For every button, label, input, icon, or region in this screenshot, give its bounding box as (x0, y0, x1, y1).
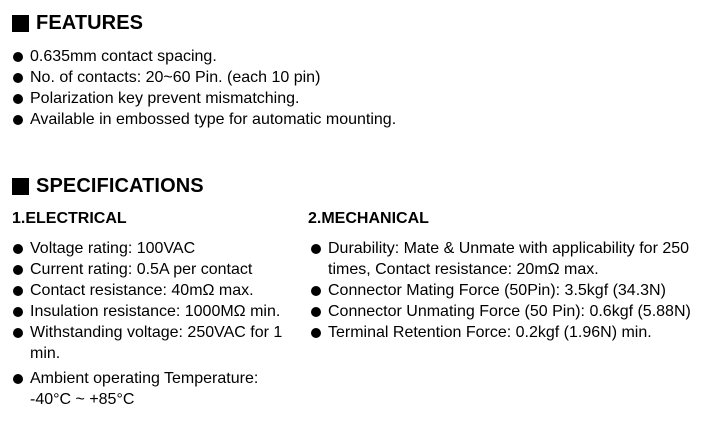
electrical-list-item: Insulation resistance: 1000MΩ min. (12, 301, 300, 322)
mechanical-list-item: Connector Unmating Force (50 Pin): 0.6kgf (5.88N) (310, 301, 695, 322)
mechanical-list (310, 238, 695, 343)
mechanical-list-item: Terminal Retention Force: 0.2kgf (1.96N) min. (310, 322, 695, 343)
bullet-icon (13, 307, 23, 317)
features-heading (12, 12, 143, 35)
bullet-icon (13, 52, 23, 62)
bullet-icon (13, 286, 23, 296)
features-list-item: Polarization key prevent mismatching. (12, 88, 672, 109)
square-bullet-icon (12, 15, 29, 32)
features-list-item: Available in embossed type for automatic mounting. (12, 109, 672, 130)
bullet-icon (311, 307, 321, 317)
features-title: FEATURES (36, 12, 144, 34)
mechanical-list-item: Connector Mating Force (50Pin): 3.5kgf (34.3N) (310, 280, 695, 301)
electrical-list-item: Voltage rating: 100VAC (12, 238, 300, 259)
bullet-icon (13, 374, 23, 384)
features-list-item: No. of contacts: 20~60 Pin. (each 10 pin) (12, 67, 672, 88)
electrical-list (12, 238, 300, 410)
mechanical-heading: 2.MECHANICAL (308, 210, 429, 227)
features-list-item: 0.635mm contact spacing. (12, 46, 672, 67)
features-list (12, 46, 672, 130)
bullet-icon (13, 73, 23, 83)
electrical-list-item: Current rating: 0.5A per contact (12, 259, 300, 280)
bullet-icon (311, 328, 321, 338)
electrical-list-item: Withstanding voltage: 250VAC for 1 min. (12, 322, 300, 364)
bullet-icon (13, 115, 23, 125)
square-bullet-icon (12, 178, 29, 195)
bullet-icon (13, 244, 23, 254)
bullet-icon (311, 244, 321, 254)
bullet-icon (13, 265, 23, 275)
bullet-icon (13, 94, 23, 104)
specifications-title: SPECIFICATIONS (36, 175, 204, 197)
bullet-icon (311, 286, 321, 296)
electrical-heading: 1.ELECTRICAL (12, 210, 127, 227)
specifications-heading (12, 175, 204, 198)
bullet-icon (13, 328, 23, 338)
mechanical-list-item: Durability: Mate & Unmate with applicability for 250 times, Contact resistance: 20mΩ max. (310, 238, 695, 280)
electrical-list-item: Contact resistance: 40mΩ max. (12, 280, 300, 301)
electrical-list-item: Ambient operating Temperature: -40°C ~ +85°C (12, 368, 300, 410)
